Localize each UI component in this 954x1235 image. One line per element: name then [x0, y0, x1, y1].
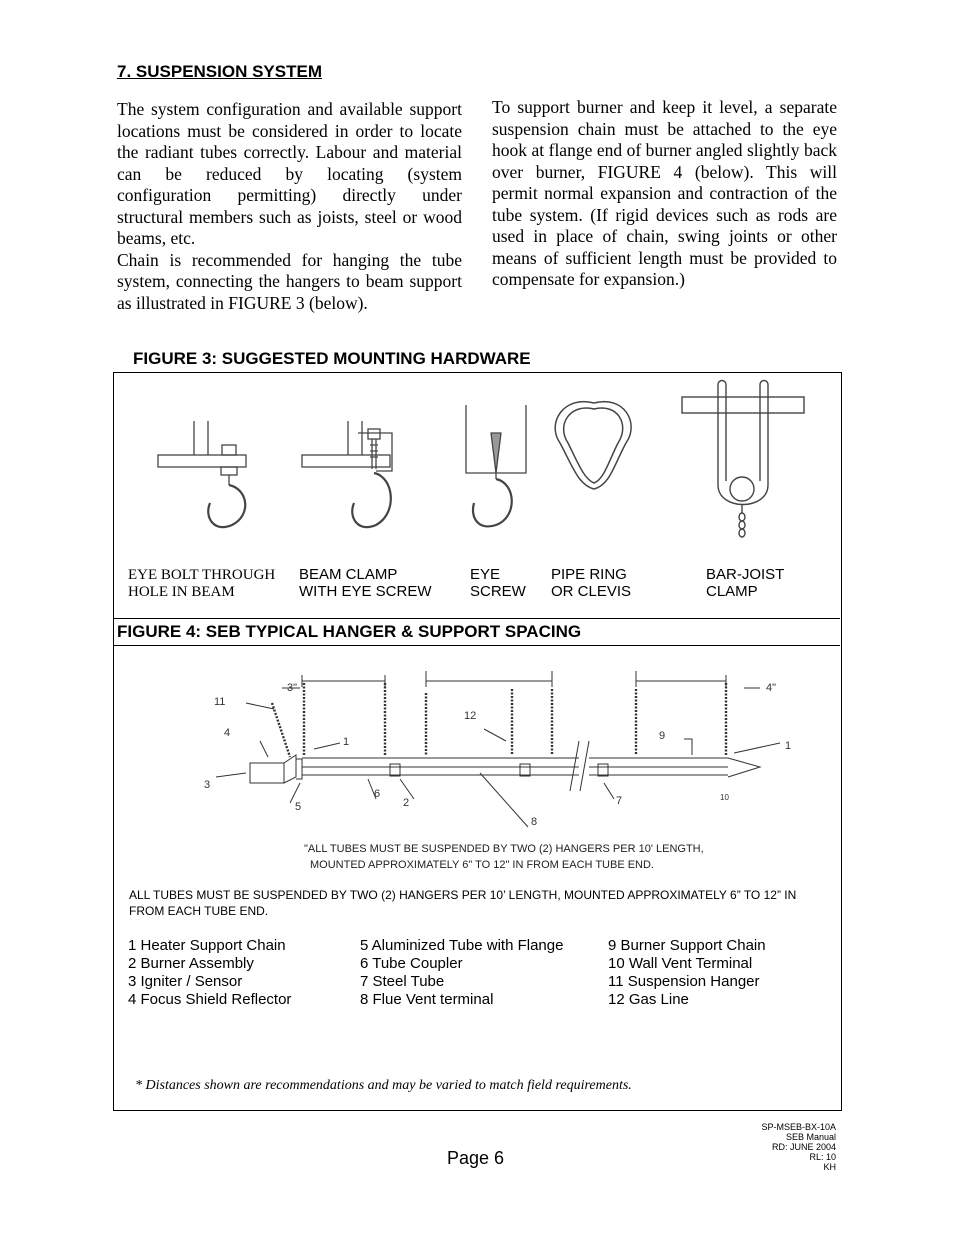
- right-column-text: [492, 97, 837, 291]
- paragraph: To support burner and keep it level, a separate suspension chain must be attached to the eye hook at flange end of burner angled slightly back over burner, FIGURE 4 (below). This will permit normal expansion and contraction of the tube system. (If rigid devices such as rods are used in place of chain, swing joints or other means of sufficient length must be provided to compensate for expansion.): [492, 97, 837, 289]
- hardware-label: BEAM CLAMP WITH EYE SCREW: [299, 566, 432, 600]
- diagram-callout: 2: [403, 797, 410, 809]
- spacing-note: ALL TUBES MUST BE SUSPENDED BY TWO (2) HANGERS PER 10’ LENGTH, MOUNTED APPROXIMATELY 6” TO 12” IN FROM EACH TUBE END.: [129, 888, 797, 918]
- hardware-label: EYE BOLT THROUGH HOLE IN BEAM: [128, 567, 276, 600]
- paragraph: Chain is recommended for hanging the tube system, connecting the hangers to beam support as illustrated in FIGURE 3 (below).: [117, 249, 462, 313]
- legend-item: 4 Focus Shield Reflector: [128, 991, 292, 1008]
- beam-clamp-drawing: [302, 421, 392, 527]
- legend-item: 5 Aluminized Tube with Flange: [360, 937, 564, 954]
- legend-item: 9 Burner Support Chain: [608, 937, 766, 954]
- diagram-callout: 3: [204, 779, 211, 791]
- diagram-callout: 11: [214, 696, 226, 708]
- diagram-callout: 1: [343, 736, 350, 748]
- diagram-callout: 5: [295, 801, 302, 813]
- legend-column: [608, 937, 766, 1009]
- legend-item: 6 Tube Coupler: [360, 955, 463, 972]
- diagram-callout: 7: [616, 795, 623, 807]
- legend-item: 12 Gas Line: [608, 991, 689, 1008]
- eye-bolt-drawing: [158, 421, 246, 527]
- mounting-hardware-illustrations: [114, 373, 840, 573]
- diagram-callout: 8: [531, 816, 538, 828]
- eye-screw-drawing: [466, 405, 526, 526]
- hanger-spacing-diagram: [114, 645, 840, 845]
- diagram-callout: 10: [720, 793, 729, 802]
- diagram-callout: 4: [224, 727, 231, 739]
- pipe-ring-drawing: [555, 402, 631, 489]
- left-column-text: [117, 99, 462, 314]
- diagram-callout: 1: [785, 740, 792, 752]
- hardware-label: BAR-JOIST CLAMP: [706, 566, 785, 600]
- hardware-label: EYE SCREW: [470, 566, 526, 600]
- footnote: * Distances shown are recommendations and may be varied to match field requirements.: [135, 1078, 632, 1093]
- diagram-callout: 9: [659, 730, 666, 742]
- legend-column: [128, 937, 291, 1009]
- legend-item: 10 Wall Vent Terminal: [608, 955, 753, 972]
- legend-item: 8 Flue Vent terminal: [360, 991, 494, 1008]
- dimension-label: 4": [766, 682, 777, 694]
- legend-item: 7 Steel Tube: [360, 973, 445, 990]
- paragraph: The system configuration and available support locations must be considered in order to locate the radiant tubes correctly. Labour and material can be reduced by locating (system configuration permitting) directly under structural members such as joists, steel or wood beams, etc.: [117, 99, 462, 248]
- bar-joist-clamp-drawing: [682, 381, 804, 538]
- figure3-title: FIGURE 3: SUGGESTED MOUNTING HARDWARE: [133, 349, 531, 368]
- diagram-callout: 12: [464, 710, 477, 722]
- section-title: 7. SUSPENSION SYSTEM: [117, 62, 322, 81]
- diagram-callout: 6: [374, 788, 381, 800]
- legend-item: 2 Burner Assembly: [128, 955, 254, 972]
- legend-column: [360, 937, 563, 1009]
- legend-item: 1 Heater Support Chain: [128, 937, 286, 954]
- figure4-title: FIGURE 4: SEB TYPICAL HANGER & SUPPORT SPACING: [117, 622, 582, 641]
- legend-item: 3 Igniter / Sensor: [128, 973, 243, 990]
- hardware-label: PIPE RING OR CLEVIS: [551, 566, 632, 600]
- diagram-note: "ALL TUBES MUST BE SUSPENDED BY TWO (2) HANGERS PER 10' LENGTH, MOUNTED APPROXIMATELY 6" TO 12" IN FROM EACH TUBE END.: [304, 843, 704, 871]
- document-info: SP-MSEB-BX-10A SEB Manual RD: JUNE 2004 RL: 10 KH: [761, 1122, 836, 1172]
- legend-item: 11 Suspension Hanger: [608, 973, 760, 990]
- dimension-label: 3": [287, 682, 298, 694]
- page-number: Page 6: [447, 1148, 505, 1168]
